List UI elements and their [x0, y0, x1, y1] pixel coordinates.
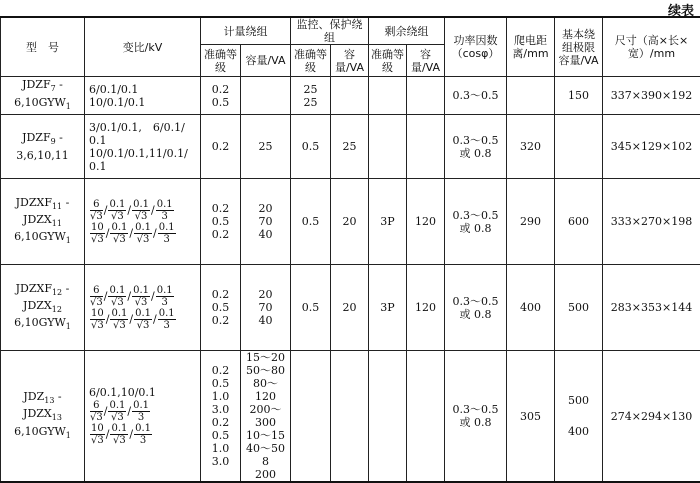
size: 283×353×144 [603, 265, 700, 351]
creepage: 290 [507, 179, 555, 265]
residual-capacity [407, 351, 445, 483]
ratio-cell [85, 265, 201, 351]
limit-capacity: 500 400 [555, 351, 603, 483]
monitor-accuracy: 25 25 [291, 77, 331, 115]
model-cell: $JDZXF_{12}$ - $JDZX_{12}$ $6,10GYW_1$ [1, 265, 85, 351]
transformer-spec-table [0, 16, 700, 483]
size: 337×390×192 [603, 77, 700, 115]
model-cell: $JDZF_7$ - $6,10GYW_1$ [1, 77, 85, 115]
ratio-cell [85, 179, 201, 265]
table-row [1, 77, 700, 115]
residual-accuracy [369, 77, 407, 115]
ratio-fraction-line: $\frac{6}{√3}$ / $\frac{0.1}{√3}$ / $\frac{0.1}{√3}$ / $\frac{0.1}{3}$ [89, 199, 198, 222]
creepage [507, 77, 555, 115]
limit-capacity [555, 115, 603, 179]
header-power-factor: 功率因数（cosφ） [445, 17, 507, 77]
size: 345×129×102 [603, 115, 700, 179]
monitor-capacity [331, 351, 369, 483]
ratio-cell [85, 351, 201, 483]
ratio-fraction-line: $\frac{6}{√3}$ / $\frac{0.1}{√3}$ / $\frac{0.1}{√3}$ / $\frac{0.1}{3}$ [89, 285, 198, 308]
header-model: 型 号 [1, 17, 85, 77]
power-factor: 0.3～0.5 或 0.8 [445, 115, 507, 179]
residual-capacity: 120 [407, 265, 445, 351]
table-row [1, 351, 700, 483]
power-factor: 0.3～0.5 或 0.8 [445, 179, 507, 265]
header-size: 尺寸（高×长×宽）/mm [603, 17, 700, 77]
header-capacity: 容量/VA [241, 45, 291, 77]
residual-capacity [407, 77, 445, 115]
ratio-fraction-line: $\frac{10}{√3}$ / $\frac{0.1}{√3}$ / $\frac{0.1}{√3}$ / $\frac{0.1}{3}$ [89, 222, 198, 245]
residual-accuracy: 3P [369, 265, 407, 351]
metering-accuracy: 0.2 0.5 0.2 [201, 265, 241, 351]
model-cell: $JDZ_{13}$ - $JDZX_{13}$ $6,10GYW_1$ [1, 351, 85, 483]
power-factor: 0.3～0.5 或 0.8 [445, 351, 507, 483]
limit-capacity: 600 [555, 179, 603, 265]
residual-accuracy [369, 115, 407, 179]
size: 274×294×130 [603, 351, 700, 483]
metering-capacity [241, 77, 291, 115]
header-limit-capacity: 基本绕组极限容量/VA [555, 17, 603, 77]
header-accuracy: 准确等级 [369, 45, 407, 77]
metering-capacity: 15～20 50～80 80～120 200～300 10～15 40～50 8 200 [241, 351, 291, 483]
metering-capacity: 20 70 40 [241, 179, 291, 265]
ratio-cell: 6/0.1/0.1 10/0.1/0.1 [85, 77, 201, 115]
metering-capacity: 20 70 40 [241, 265, 291, 351]
residual-accuracy: 3P [369, 179, 407, 265]
header-metering: 计量绕组 [201, 17, 291, 45]
header-ratio: 变比/kV [85, 17, 201, 77]
header-creepage: 爬电距离/mm [507, 17, 555, 77]
power-factor: 0.3～0.5 [445, 77, 507, 115]
header-capacity: 容量/VA [331, 45, 369, 77]
ratio-cell: 3/0.1/0.1, 6/0.1/ 0.1 10/0.1/0.1,11/0.1/ 0.1 [85, 115, 201, 179]
monitor-accuracy [291, 351, 331, 483]
ratio-fraction-line: $\frac{10}{√3}$ / $\frac{0.1}{√3}$ / $\frac{0.1}{3}$ [89, 423, 198, 446]
monitor-capacity: 20 [331, 179, 369, 265]
continuation-label: 续表 [668, 0, 694, 19]
ratio-text: 6/0.1,10/0.1 [89, 386, 198, 400]
monitor-capacity [331, 77, 369, 115]
monitor-capacity: 25 [331, 115, 369, 179]
metering-capacity: 25 [241, 115, 291, 179]
residual-capacity [407, 115, 445, 179]
size: 333×270×198 [603, 179, 700, 265]
monitor-accuracy: 0.5 [291, 115, 331, 179]
creepage: 320 [507, 115, 555, 179]
metering-accuracy: 0.2 0.5 1.0 3.0 0.2 0.5 1.0 3.0 [201, 351, 241, 483]
ratio-fraction-line: $\frac{6}{√3}$ / $\frac{0.1}{√3}$ / $\frac{0.1}{3}$ [89, 400, 198, 423]
header-accuracy: 准确等级 [201, 45, 241, 77]
table-row [1, 115, 700, 179]
residual-accuracy [369, 351, 407, 483]
header-accuracy: 准确等级 [291, 45, 331, 77]
metering-accuracy: 0.2 [201, 115, 241, 179]
creepage: 305 [507, 351, 555, 483]
metering-accuracy: 0.2 0.5 [201, 77, 241, 115]
table-row [1, 179, 700, 265]
monitor-accuracy: 0.5 [291, 179, 331, 265]
monitor-accuracy: 0.5 [291, 265, 331, 351]
monitor-capacity: 20 [331, 265, 369, 351]
limit-capacity: 500 [555, 265, 603, 351]
header-capacity: 容量/VA [407, 45, 445, 77]
limit-capacity: 150 [555, 77, 603, 115]
table-row [1, 265, 700, 351]
power-factor: 0.3～0.5 或 0.8 [445, 265, 507, 351]
ratio-fraction-line: $\frac{10}{√3}$ / $\frac{0.1}{√3}$ / $\frac{0.1}{√3}$ / $\frac{0.1}{3}$ [89, 308, 198, 331]
header-monitor: 监控、保护绕组 [291, 17, 369, 45]
model-cell: $JDZXF_{11}$ - $JDZX_{11}$ $6,10GYW_1$ [1, 179, 85, 265]
model-cell: $JDZF_9$ - 3,6,10,11 [1, 115, 85, 179]
header-residual: 剩余绕组 [369, 17, 445, 45]
residual-capacity: 120 [407, 179, 445, 265]
metering-accuracy: 0.2 0.5 0.2 [201, 179, 241, 265]
creepage: 400 [507, 265, 555, 351]
